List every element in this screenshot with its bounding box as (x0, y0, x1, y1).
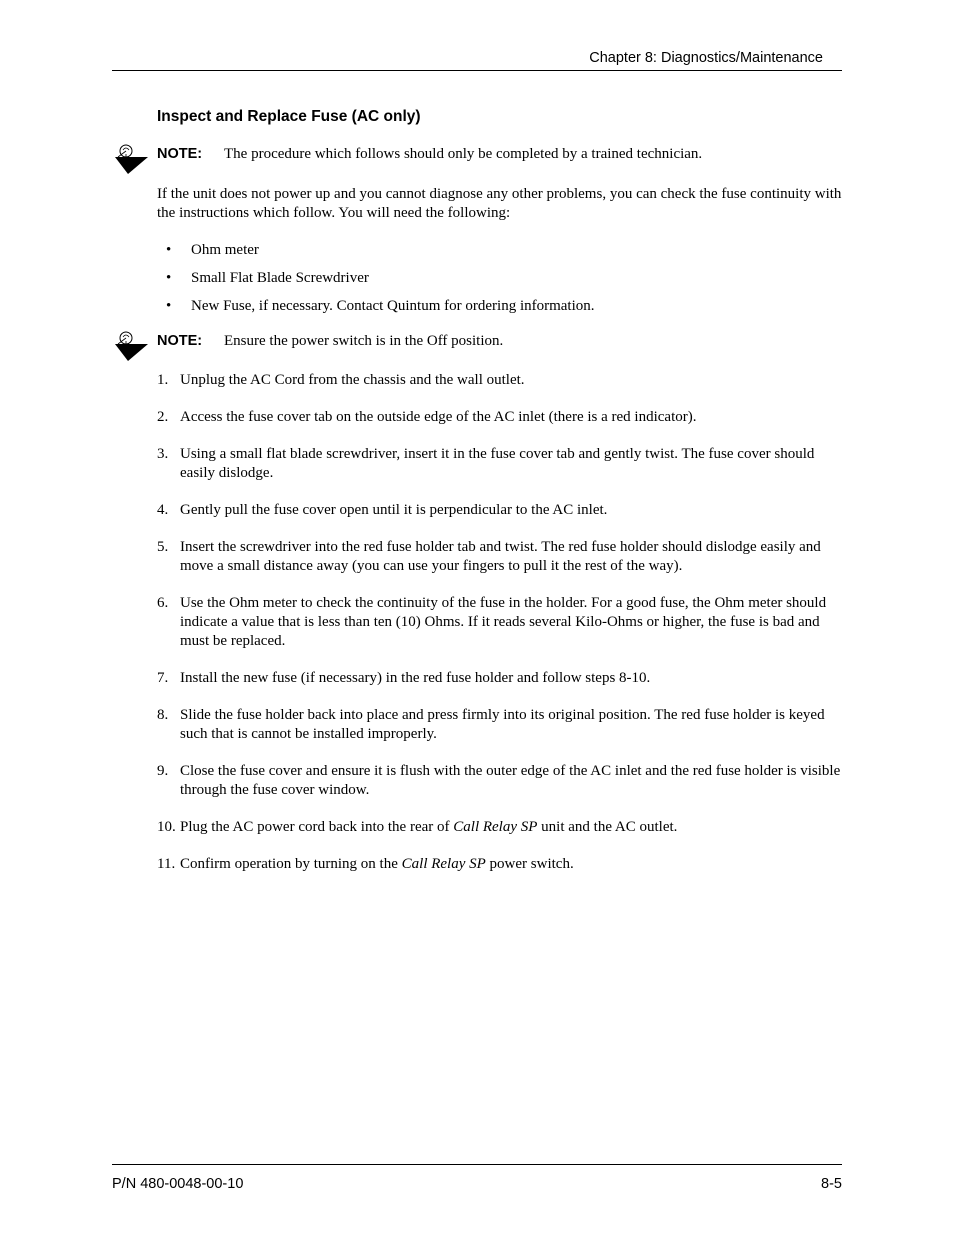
step-text: Install the new fuse (if necessary) in the red fuse holder and follow steps 8-10. (180, 670, 651, 686)
note-2 (112, 328, 842, 364)
header-divider (112, 70, 842, 71)
bullet-icon: • (166, 298, 172, 314)
step-item (157, 669, 843, 688)
list-item-text: Small Flat Blade Screwdriver (191, 270, 369, 286)
step-item (157, 445, 843, 483)
step-text: Plug the AC power cord back into the rear of (180, 819, 454, 835)
product-name: Call Relay SP (453, 819, 538, 835)
step-text: Unplug the AC Cord from the chassis and the wall outlet. (180, 372, 525, 388)
requirements-list (166, 241, 842, 325)
step-text: Using a small flat blade screwdriver, insert it in the fuse cover tab and gently twist. The fuse cover should easily dislodge. (180, 446, 815, 481)
product-name: Call Relay SP (401, 856, 486, 872)
intro-paragraph: If the unit does not power up and you cannot diagnose any other problems, you can check the fuse continuity with the instructions which follow. You will need the following: (157, 186, 842, 221)
step-item (157, 855, 843, 874)
step-text: Insert the screwdriver into the red fuse holder tab and twist. The red fuse holder should dislodge easily and move a small distance away (you can use your fingers to pull it the rest of the way). (180, 539, 821, 574)
list-item (166, 297, 842, 325)
step-item (157, 501, 843, 520)
step-item (157, 594, 843, 651)
footer-divider (112, 1164, 842, 1165)
list-item (166, 241, 842, 269)
step-number: 1. (157, 372, 169, 388)
step-text-end: unit and the AC outlet. (537, 819, 678, 835)
bullet-icon: • (166, 270, 172, 286)
step-number: 11. (157, 856, 176, 872)
step-number: 9. (157, 763, 169, 779)
step-number: 3. (157, 446, 169, 462)
note-text: Ensure the power switch is in the Off position. (224, 333, 504, 349)
procedure-steps (157, 371, 843, 892)
step-number: 10. (157, 819, 176, 835)
note-1 (112, 141, 842, 177)
page-number: 8-5 (821, 1176, 842, 1192)
step-text: Confirm operation by turning on the (180, 856, 402, 872)
step-item (157, 371, 843, 390)
step-text-end: power switch. (485, 856, 574, 872)
step-item (157, 538, 843, 576)
step-text: Close the fuse cover and ensure it is flush with the outer edge of the AC inlet and the red fuse holder is visible through the fuse cover window. (180, 763, 841, 798)
note-label: NOTE: (157, 146, 203, 162)
list-item-text: New Fuse, if necessary. Contact Quintum for ordering information. (191, 298, 595, 314)
list-item (166, 269, 842, 297)
step-item (157, 706, 843, 744)
step-number: 5. (157, 539, 169, 555)
note-label: NOTE: (157, 333, 203, 349)
part-number: P/N 480-0048-00-10 (112, 1176, 244, 1192)
note-pointer-icon (114, 141, 150, 177)
step-number: 8. (157, 707, 169, 723)
step-text: Access the fuse cover tab on the outside edge of the AC inlet (there is a red indicator). (180, 409, 697, 425)
section-title: Inspect and Replace Fuse (AC only) (157, 108, 421, 125)
note-text: The procedure which follows should only be completed by a trained technician. (224, 146, 703, 162)
note-pointer-icon (114, 328, 150, 364)
chapter-header: Chapter 8: Diagnostics/Maintenance (589, 50, 823, 66)
step-text: Slide the fuse holder back into place and press firmly into its original position. The red fuse holder is keyed such that is cannot be installed improperly. (180, 707, 825, 742)
step-number: 7. (157, 670, 169, 686)
step-text: Use the Ohm meter to check the continuity of the fuse in the holder. For a good fuse, the Ohm meter should indicate a value that is less than ten (10) Ohms. If it reads several Kilo-Ohms or higher, the fuse is bad and must be replaced. (180, 595, 827, 649)
step-item (157, 408, 843, 427)
step-number: 2. (157, 409, 169, 425)
step-item (157, 818, 843, 837)
list-item-text: Ohm meter (191, 242, 259, 258)
step-number: 6. (157, 595, 169, 611)
bullet-icon: • (166, 242, 172, 258)
step-item (157, 762, 843, 800)
step-number: 4. (157, 502, 169, 518)
step-text: Gently pull the fuse cover open until it is perpendicular to the AC inlet. (180, 502, 608, 518)
